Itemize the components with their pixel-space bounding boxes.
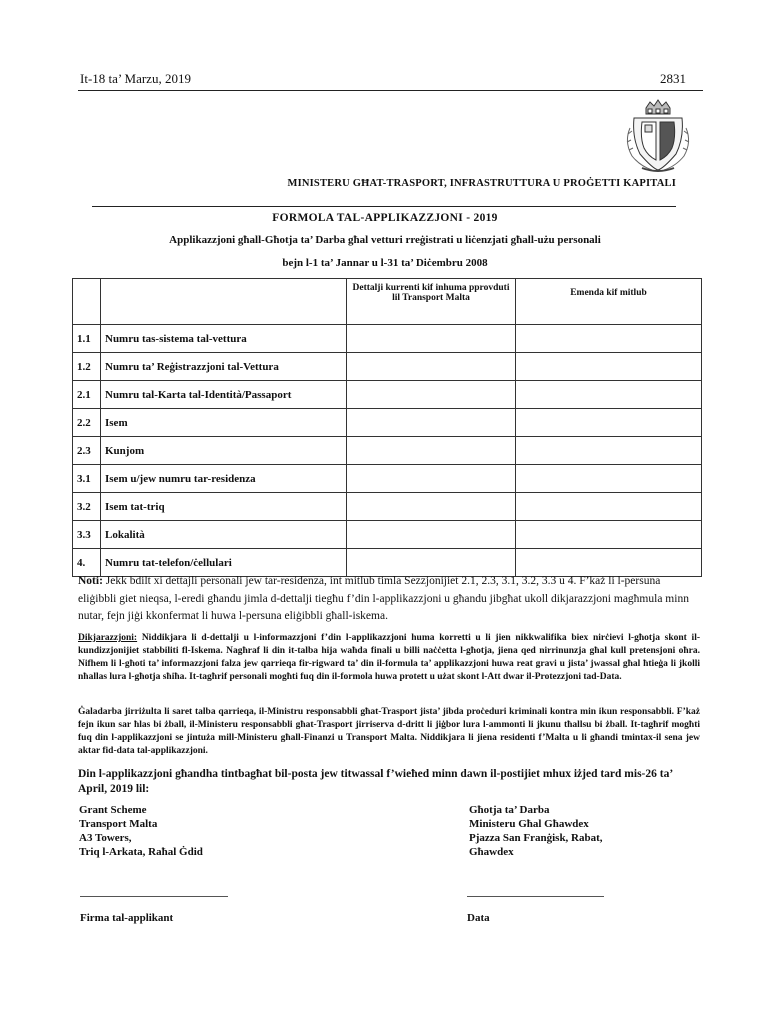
table-row (73, 493, 702, 521)
table-row (73, 353, 702, 381)
table-header-row (73, 279, 702, 325)
table-row (73, 437, 702, 465)
date-line[interactable] (467, 896, 604, 897)
note-label: Noti: (78, 575, 103, 587)
row-number: 2.1 (73, 381, 101, 409)
row-number: 2.2 (73, 409, 101, 437)
penalty-paragraph: Ġaladarba jirriżulta li saret talba qarrieqa, il-Ministru responsabbli għat-Trasport jista’ jibda proċeduri kriminali kontra min ikun responsabbli. F’każ fejn ikun sar ħlas bi żball, il-Ministeru responsabbli għat-Trasport jirriserva d-dritt li jiġbor lura l-ammonti li jkunu tħallsu bi żball. It-tagħrif mogħti fuq din l-applikazzjoni se jintuża mill-Ministeru għall-Finanzi u Transport Malta. Niddikjara li jiena residenti f’Malta u li għandi tmintax-il sena jew aktar fid-data tal-applikazzjoni. (78, 707, 700, 756)
row-number: 4. (73, 549, 101, 577)
amendment-field[interactable] (516, 325, 702, 353)
declaration-paragraph (78, 632, 700, 684)
row-label: Isem tat-triq (101, 493, 347, 521)
current-value-field[interactable] (347, 521, 516, 549)
signature-label: Firma tal-applikant (80, 912, 174, 924)
row-label: Isem u/jew numru tar-residenza (101, 465, 347, 493)
page-number: 2831 (660, 71, 686, 86)
address-line: Għawdex (469, 846, 514, 858)
eligibility-period: bejn l-1 ta’ Jannar u l-31 ta’ Diċembru 2008 (282, 257, 488, 269)
row-label: Numru tas-sistema tal-vettura (101, 325, 347, 353)
row-label: Numru tal-Karta tal-Identità/Passaport (101, 381, 347, 409)
header-date: It-18 ta’ Marzu, 2019 (80, 71, 191, 86)
amendment-field[interactable] (516, 409, 702, 437)
current-value-field[interactable] (347, 465, 516, 493)
form-title: FORMOLA TAL-APPLIKAZZJONI - 2019 (272, 212, 498, 224)
amendment-field[interactable] (516, 437, 702, 465)
address-line: Transport Malta (79, 818, 158, 830)
declaration-text: Niddikjara li d-dettalji u l-informazzjoni f’din l-applikazzjoni huma korretti u li jien nikkwalifika biex nirċievi l-għotja skont il-kundizzjonijiet stabbiliti fl-Iskema. Nagħraf li din it-talba hija waħda finali u billi naċċetta l-għotja, jiena qed nirrinunzja għal kull pretensjoni oħra. Nifhem li l-għoti ta’ informazzjoni falza jew qarrieqa fir-rigward ta’ din il-formula ta’ applikazzjoni huwa reat gravi u jista’ jwassal għal ħtieġa li jkolli nħallas lura l-għotja sħiħa. It-tagħrif personali mogħti fuq din il-formola huwa protett u użat skont l-Att dwar il-Protezzjoni tad-Data. (78, 633, 700, 682)
table-row (73, 465, 702, 493)
submission-instructions: Din l-applikazzjoni għandha tintbagħat bil-posta jew titwassal f’wieħed minn dawn il-postijiet mhux iżjed tard mis-26 ta’ April, 2019 lil: (78, 768, 673, 795)
amendment-field[interactable] (516, 353, 702, 381)
row-number: 3.3 (73, 521, 101, 549)
row-label: Lokalità (101, 521, 347, 549)
amendment-field[interactable] (516, 493, 702, 521)
address-line: A3 Towers, (79, 832, 132, 844)
title-divider (92, 206, 676, 207)
row-number: 1.2 (73, 353, 101, 381)
header-current-details: Dettalji kurrenti kif inhuma pprovduti lil Transport Malta (347, 279, 516, 325)
amendment-field[interactable] (516, 381, 702, 409)
row-label: Numru tat-telefon/ċellulari (101, 549, 347, 577)
current-value-field[interactable] (347, 325, 516, 353)
row-number: 3.2 (73, 493, 101, 521)
row-label: Numru ta’ Reġistrazzjoni tal-Vettura (101, 353, 347, 381)
details-table (72, 278, 702, 577)
current-value-field[interactable] (347, 353, 516, 381)
row-number: 3.1 (73, 465, 101, 493)
amendment-field[interactable] (516, 465, 702, 493)
address-line: Pjazza San Franġisk, Rabat, (469, 832, 603, 844)
date-label: Data (467, 912, 490, 924)
table-row (73, 381, 702, 409)
current-value-field[interactable] (347, 409, 516, 437)
header-label-cell (101, 279, 347, 325)
note-paragraph (78, 573, 700, 626)
table-row (73, 409, 702, 437)
row-label: Kunjom (101, 437, 347, 465)
malta-coat-of-arms-icon (622, 98, 694, 174)
ministry-name: MINISTERU GĦAT-TRASPORT, INFRASTRUTTURA U PROĠETTI KAPITALI (287, 178, 676, 189)
header-divider (78, 90, 703, 91)
table-row (73, 325, 702, 353)
address-line: Għotja ta’ Darba (469, 804, 550, 816)
amendment-field[interactable] (516, 521, 702, 549)
form-subtitle: Applikazzjoni għall-Għotja ta’ Darba għal vetturi rreġistrati u liċenzjati għall-użu personali (169, 234, 601, 246)
address-line: Triq l-Arkata, Raħal Ġdid (79, 846, 203, 858)
row-number: 1.1 (73, 325, 101, 353)
note-text: Jekk bdilt xi dettajli personali jew tar-residenza, int mitlub timla Sezzjonijiet 2.1, 2.3, 3.1, 3.2, 3.3 u 4. F’każ li l-persuna eliġibbli giet nieqsa, l-eredi għandu jimla d-dettalji tiegħu f’din l-applikazzjoni u għandu jibgħat ukoll dikjarazzjoni magħmula minn nutar, fejn jiġi kkonfermat li huwa l-persuna eliġibbli għall-iskema. (78, 575, 689, 622)
address-ministry-gozo (469, 803, 603, 859)
row-number: 2.3 (73, 437, 101, 465)
declaration-label: Dikjarazzjoni: (78, 633, 138, 643)
address-line: Grant Scheme (79, 804, 147, 816)
table-row (73, 521, 702, 549)
current-value-field[interactable] (347, 381, 516, 409)
address-line: Ministeru Għal Għawdex (469, 818, 589, 830)
address-transport-malta (79, 803, 203, 859)
header-number-cell (73, 279, 101, 325)
current-value-field[interactable] (347, 493, 516, 521)
signature-line[interactable] (80, 896, 228, 897)
header-amendment: Emenda kif mitlub (516, 279, 702, 325)
current-value-field[interactable] (347, 437, 516, 465)
row-label: Isem (101, 409, 347, 437)
